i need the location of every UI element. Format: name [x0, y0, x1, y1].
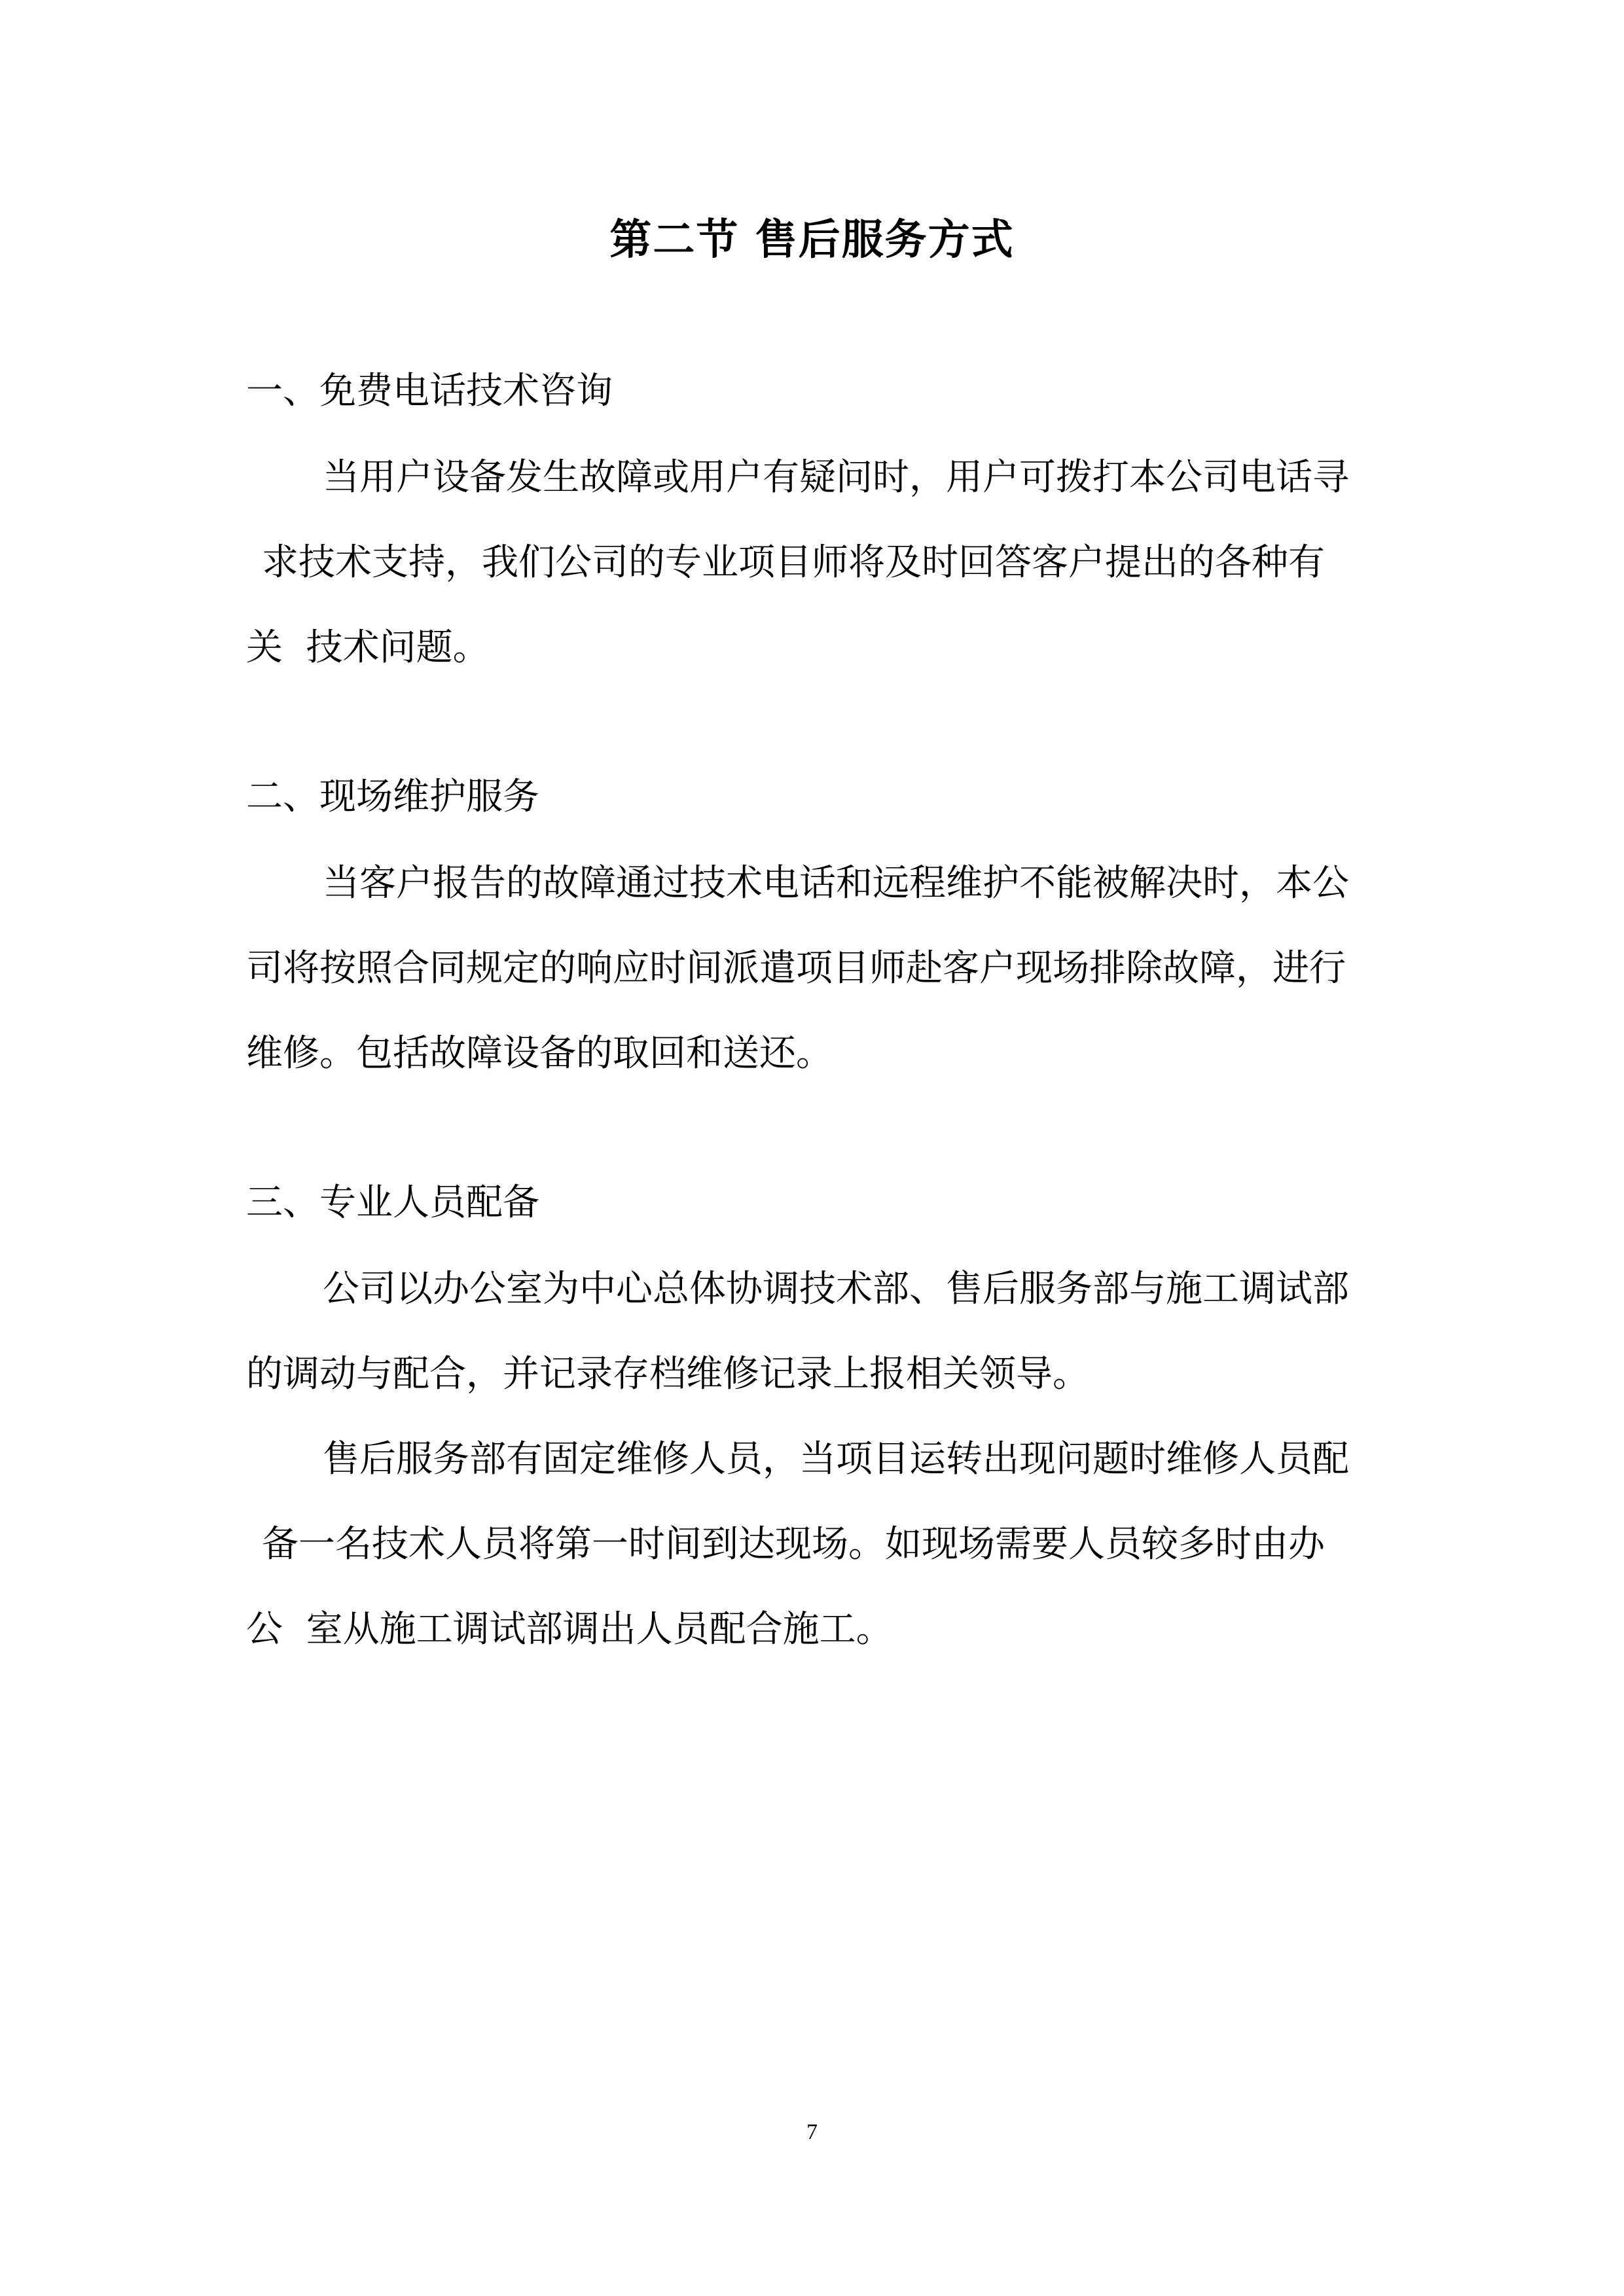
paragraph-line: 关 技术问题。 — [246, 626, 490, 669]
paragraph-line: 售后服务部有固定维修人员，当项目运转出现问题时维修人员配 — [323, 1438, 1349, 1480]
paragraph-line: 求技术支持，我们公司的专业项目师将及时回答客户提出的各种有 — [262, 541, 1325, 584]
paragraph-line: 当客户报告的故障通过技术电话和远程维护不能被解决时，本公 — [323, 862, 1349, 905]
page-number: 7 — [806, 2120, 818, 2144]
paragraph-line: 公 室从施工调试部调出人员配合施工。 — [246, 1608, 893, 1651]
section-heading: 三、专业人员配备 — [246, 1181, 539, 1224]
paragraph-line: 备一名技术人员将第一时间到达现场。如现场需要人员较多时由办 — [262, 1523, 1325, 1566]
section-title: 第二节 售后服务方式 — [609, 216, 1015, 264]
paragraph-line: 司将按照合同规定的响应时间派遣项目师赴客户现场排除故障，进行 — [246, 947, 1346, 990]
paragraph-line: 公司以办公室为中心总体协调技术部、售后服务部与施工调试部 — [323, 1268, 1349, 1310]
paragraph-line: 当用户设备发生故障或用户有疑问时，用户可拨打本公司电话寻 — [323, 456, 1349, 499]
paragraph-line: 维修。包括故障设备的取回和送还。 — [246, 1032, 833, 1075]
section-heading: 一、免费电话技术咨询 — [246, 370, 613, 412]
section-heading: 二、现场维护服务 — [246, 776, 539, 818]
paragraph-line: 的调动与配合，并记录存档维修记录上报相关领导。 — [246, 1353, 1089, 1395]
